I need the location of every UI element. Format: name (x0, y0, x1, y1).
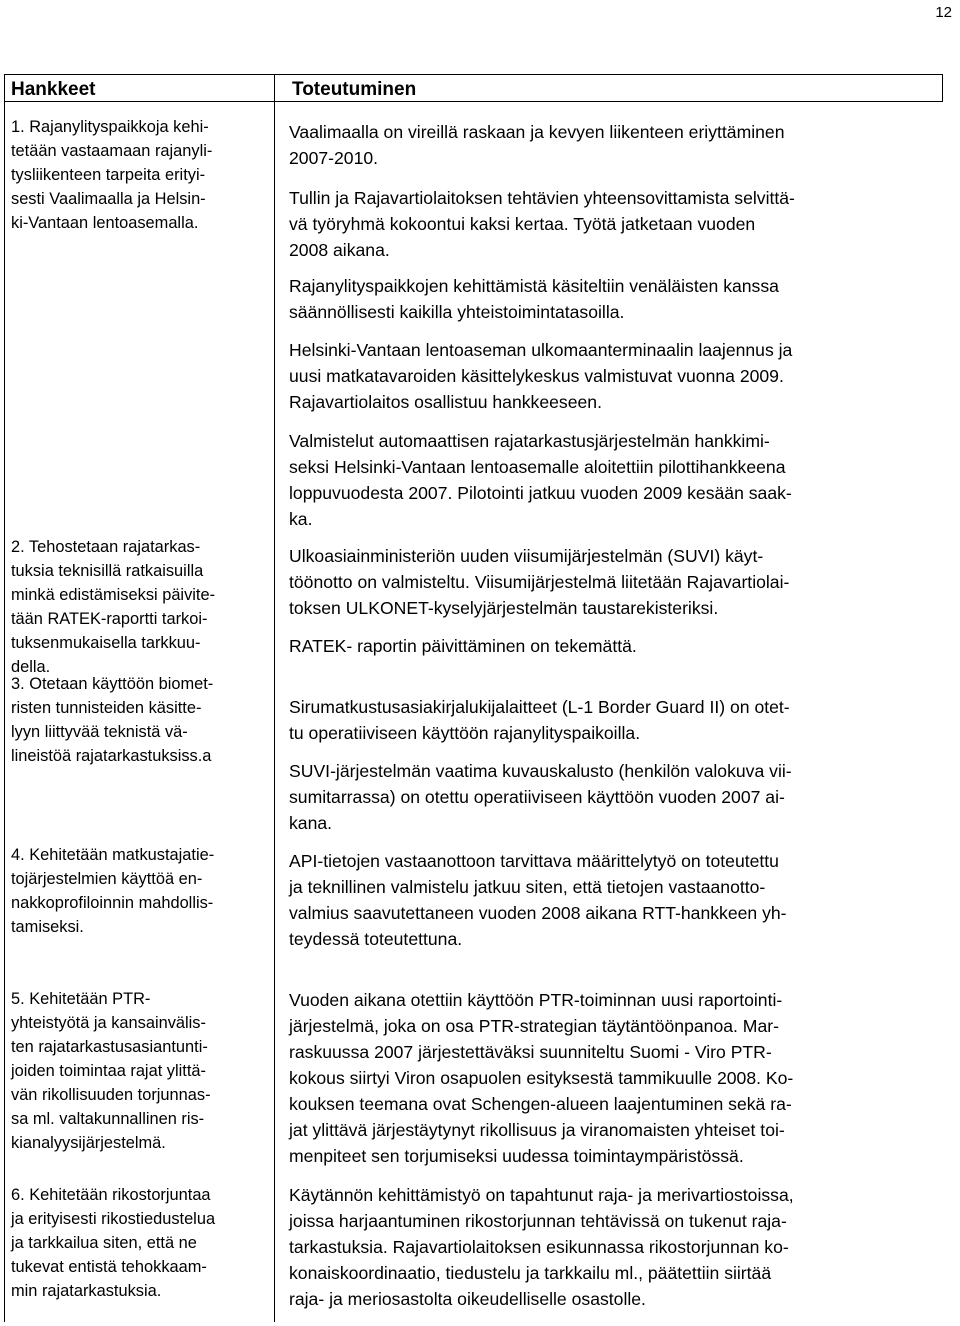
project-item-6: 6. Kehitetään rikostorjuntaa ja erityisesti rikostiedustelua ja tarkkailua siten, että ne tukevat entistä tehokkaam- min rajatarkastuksia. (11, 1186, 216, 1300)
project-item-1: 1. Rajanylityspaikkoja kehi- tetään vastaamaan rajanyli- tysliikenteen tarpeita erityi- sesti Vaalimaalla ja Helsin- ki-Vantaan lentoasemalla. (11, 118, 213, 232)
status-paragraph-3: Rajanylityspaikkojen kehittämistä käsiteltiin venäläisten kanssa säännöllisesti kaikilla yhteistoimintatasoilla. (289, 276, 779, 322)
status-paragraph-1: Vaalimaalla on vireillä raskaan ja kevyen liikenteen eriyttäminen 2007-2010. (289, 122, 785, 168)
header-right-border (942, 74, 943, 102)
status-paragraph-9: SUVI-järjestelmän vaatima kuvauskalusto (henkilön valokuva vii- sumitarrassa) on otettu operatiiviseen käyttöön vuoden 2007 ai- kana. (289, 761, 792, 833)
status-paragraph-7: RATEK- raportin päivittäminen on tekemättä. (289, 636, 637, 656)
project-item-2: 2. Tehostetaan rajatarkas- tuksia teknisillä ratkaisuilla minkä edistämiseksi päivite- tään RATEK-raportti tarkoi- tuksenmukaisella tarkkuu- della. (11, 538, 216, 676)
project-item-4: 4. Kehitetään matkustajatie- tojärjestelmien käyttöä en- nakkoprofiloinnin mahdollis- tamiseksi. (11, 846, 215, 936)
page-number: 12 (935, 4, 952, 21)
table-top-border (4, 74, 943, 75)
status-paragraph-10: API-tietojen vastaanottoon tarvittava määrittelytyö on toteutettu ja teknillinen valmistelu jatkuu siten, että tietojen vastaanotto- valmius saavutettaneen vuoden 2008 aikana RTT-hankkeen yh- teydessä toteutettuna. (289, 851, 787, 949)
status-paragraph-5: Valmistelut automaattisen rajatarkastusjärjestelmän hankkimi- seksi Helsinki-Vantaan lentoasemalle aloitettiin pilottihankkeena loppuvuodesta 2007. Pilotointi jatkuu vuoden 2009 kesään saak- ka. (289, 431, 792, 529)
project-item-5: 5. Kehitetään PTR- yhteistyötä ja kansainvälis- ten rajatarkastusasiantunti- joiden toimintaa rajat ylittä- vän rikollisuuden torjunnas- sa ml. valtakunnallinen ris- kianalyysijärjestelmä. (11, 990, 211, 1152)
project-item-3: 3. Otetaan käyttöön biomet- risten tunnisteiden käsitte- lyyn liittyvää teknistä vä- lineistöä rajatarkastuksiss.a (11, 675, 214, 765)
header-divider (4, 101, 943, 102)
status-paragraph-8: Sirumatkustusasiakirjalukijalaitteet (L-1 Border Guard II) on otet- tu operatiiviseen käyttöön rajanylityspaikoilla. (289, 697, 790, 743)
status-paragraph-4: Helsinki-Vantaan lentoaseman ulkomaanterminaalin laajennus ja uusi matkatavaroiden käsittelykeskus valmistuvat vuonna 2009. Rajavartiolaitos osallistuu hankkeeseen. (289, 340, 793, 412)
column-header-hankkeet: Hankkeet (11, 79, 96, 100)
status-paragraph-11: Vuoden aikana otettiin käyttöön PTR-toiminnan uusi raportointi- järjestelmä, joka on osa PTR-strategian täytäntöönpanoa. Mar- raskuussa 2007 järjestettäväksi suunniteltu Suomi - Viro PTR- kokous siirtyi Viron osapuolen esityksestä tammikuulle 2008. Ko- kouksen teemana ovat Schengen-alueen laajentuminen sekä ra- jat ylittävä järjestäytynyt rikollisuus ja viranomaisten yhteiset toi- menpiteet sen torjumiseksi uudessa toimintaympäristössä. (289, 990, 794, 1166)
status-paragraph-6: Ulkoasiainministeriön uuden viisumijärjestelmän (SUVI) käyt- töönotto on valmisteltu. Viisumijärjestelmä liitetään Rajavartiolai- toksen ULKONET-kyselyjärjestelmän taustarekisteriksi. (289, 546, 790, 618)
table-left-border (4, 74, 5, 1322)
status-paragraph-12: Käytännön kehittämistyö on tapahtunut raja- ja merivartiostoissa, joissa harjaantuminen rikostorjunnan tehtävissä on tukenut raja- tarkastuksia. Rajavartiolaitoksen esikunnassa rikostorjunnan ko- konaiskoordinaatio, tiedustelu ja tarkkailu ml., päätettiin siirtää raja- ja meriosastolta oikeudelliselle osastolle. (289, 1185, 794, 1309)
column-header-toteutuminen: Toteutuminen (292, 79, 417, 100)
column-divider (274, 74, 275, 1322)
status-paragraph-2: Tullin ja Rajavartiolaitoksen tehtävien yhteensovittamista selvittä- vä työryhmä kokoontui kaksi kertaa. Työtä jatketaan vuoden 2008 aikana. (289, 188, 795, 260)
